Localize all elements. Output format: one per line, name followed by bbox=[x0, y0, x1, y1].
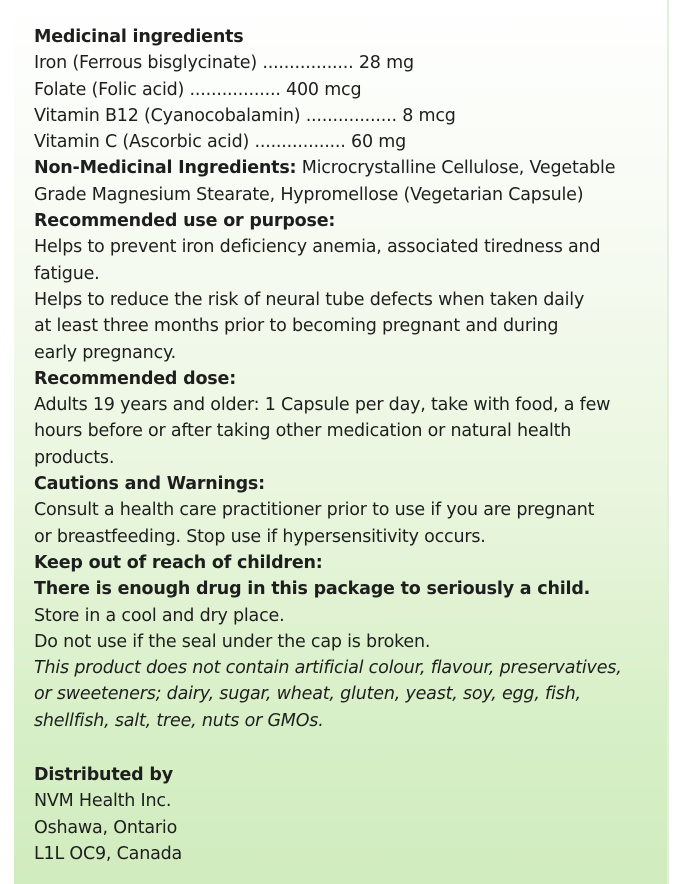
label-panel bbox=[14, 0, 669, 884]
label-panel-edge bbox=[667, 0, 669, 884]
medicinal-ingredients-heading: Medicinal ingredients bbox=[34, 27, 244, 47]
dose-line: products. bbox=[34, 447, 115, 468]
cautions-heading: Cautions and Warnings: bbox=[34, 474, 265, 495]
distributed-by-heading: Distributed by bbox=[34, 765, 173, 786]
use-line: early pregnancy. bbox=[34, 342, 177, 363]
non-medicinal-text: Microcrystalline Cellulose, Vegetable bbox=[296, 158, 616, 179]
recommended-dose-heading: Recommended dose: bbox=[34, 368, 236, 389]
ingredient-vitamin-b12: Vitamin B12 (Cyanocobalamin) ................. 8 mcg bbox=[34, 105, 456, 126]
use-line: Helps to reduce the risk of neural tube defects when taken daily bbox=[34, 289, 585, 310]
free-from-line: shellfish, salt, tree, nuts or GMOs. bbox=[34, 710, 324, 731]
non-medicinal-line-2: Grade Magnesium Stearate, Hypromellose (Vegetarian Capsule) bbox=[34, 184, 584, 205]
ingredient-folate: Folate (Folic acid) ................. 400 mcg bbox=[34, 79, 362, 100]
storage-line: Store in a cool and dry place. bbox=[34, 605, 285, 626]
free-from-line: This product does not contain artificial colour, flavour, preservatives, bbox=[34, 658, 622, 679]
distributor-postal: L1L OC9, Canada bbox=[34, 843, 183, 864]
keep-out-of-reach-heading: Keep out of reach of children: bbox=[34, 552, 323, 573]
ingredient-vitamin-c: Vitamin C (Ascorbic acid) ................. 60 mg bbox=[34, 132, 406, 153]
label-content bbox=[34, 24, 664, 867]
non-medicinal-label: Non-Medicinal Ingredients: bbox=[34, 158, 297, 179]
use-line: fatigue. bbox=[34, 263, 100, 284]
free-from-line: or sweeteners; dairy, sugar, wheat, gluten, yeast, soy, egg, fish, bbox=[34, 684, 581, 705]
dose-line: hours before or after taking other medication or natural health bbox=[34, 421, 572, 442]
section-gap bbox=[34, 734, 664, 760]
non-medicinal-line-1 bbox=[34, 155, 664, 181]
drug-quantity-warning: There is enough drug in this package to seriously a child. bbox=[34, 579, 591, 600]
ingredient-iron: Iron (Ferrous bisglycinate) ................. 28 mg bbox=[34, 53, 414, 74]
use-line: Helps to prevent iron deficiency anemia, associated tiredness and bbox=[34, 237, 601, 258]
cautions-line: Consult a health care practitioner prior to use if you are pregnant bbox=[34, 500, 595, 521]
dose-line: Adults 19 years and older: 1 Capsule per day, take with food, a few bbox=[34, 395, 611, 416]
storage-line: Do not use if the seal under the cap is broken. bbox=[34, 631, 431, 652]
distributor-city: Oshawa, Ontario bbox=[34, 817, 178, 838]
distributor-name: NVM Health Inc. bbox=[34, 791, 172, 812]
recommended-use-heading: Recommended use or purpose: bbox=[34, 211, 336, 232]
use-line: at least three months prior to becoming pregnant and during bbox=[34, 316, 559, 337]
cautions-line: or breastfeeding. Stop use if hypersensitivity occurs. bbox=[34, 526, 486, 547]
